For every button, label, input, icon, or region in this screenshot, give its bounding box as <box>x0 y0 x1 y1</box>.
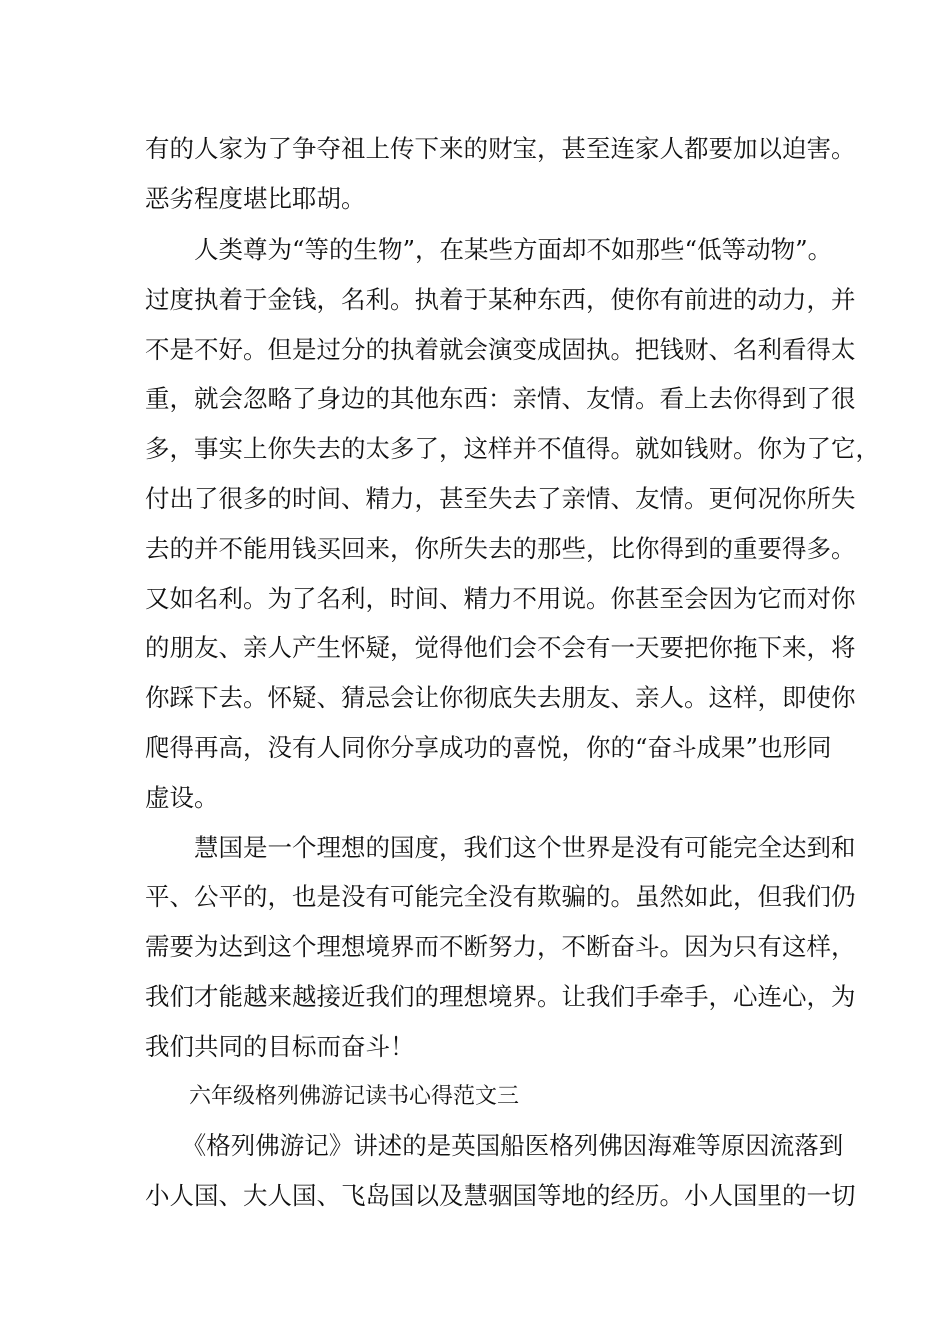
text-line: 多，事实上你失去的太多了，这样并不值得。就如钱财。你为了它， <box>145 434 880 463</box>
text-line: 又如名利。为了名利，时间、精力不用说。你甚至会因为它而对你 <box>145 584 856 613</box>
text-line: 《格列佛游记》讲述的是英国船医格列佛因海难等原因流落到 <box>145 1131 844 1160</box>
text-line: 人类尊为“等的生物”，在某些方面却不如那些“低等动物”。 <box>145 235 833 264</box>
text-line: 你踩下去。怀疑、猜忌会让你彻底失去朋友、亲人。这样，即使你 <box>145 683 856 712</box>
text-line: 我们才能越来越接近我们的理想境界。让我们手牵手，心连心，为 <box>145 982 856 1011</box>
text-line: 重，就会忽略了身边的其他东西：亲情、友情。看上去你得到了很 <box>145 384 856 413</box>
text-line: 付出了很多的时间、精力，甚至失去了亲情、友情。更何况你所失 <box>145 484 856 513</box>
text-line: 慧国是一个理想的国度，我们这个世界是没有可能完全达到和 <box>145 833 856 862</box>
text-line: 过度执着于金钱，名利。执着于某种东西，使你有前进的动力，并 <box>145 285 856 314</box>
text-line: 我们共同的目标而奋斗！ <box>145 1032 415 1061</box>
text-line: 小人国、大人国、飞岛国以及慧骃国等地的经历。小人国里的一切 <box>145 1181 856 1210</box>
text-line: 恶劣程度堪比耶胡。 <box>145 184 366 213</box>
section-heading: 六年级格列佛游记读书心得范文三 <box>145 1084 520 1109</box>
text-line: 虚设。 <box>145 783 219 812</box>
text-line: 需要为达到这个理想境界而不断努力，不断奋斗。因为只有这样， <box>145 932 856 961</box>
text-line: 去的并不能用钱买回来，你所失去的那些，比你得到的重要得多。 <box>145 534 856 563</box>
text-line: 爬得再高，没有人同你分享成功的喜悦，你的“奋斗成果”也形同 <box>145 733 832 762</box>
text-line: 的朋友、亲人产生怀疑，觉得他们会不会有一天要把你拖下来，将 <box>145 633 856 662</box>
text-line: 不是不好。但是过分的执着就会演变成固执。把钱财、名利看得太 <box>145 335 856 364</box>
text-line: 平、公平的，也是没有可能完全没有欺骗的。虽然如此，但我们仍 <box>145 882 856 911</box>
text-line: 有的人家为了争夺祖上传下来的财宝，甚至连家人都要加以迫害。 <box>145 134 856 163</box>
